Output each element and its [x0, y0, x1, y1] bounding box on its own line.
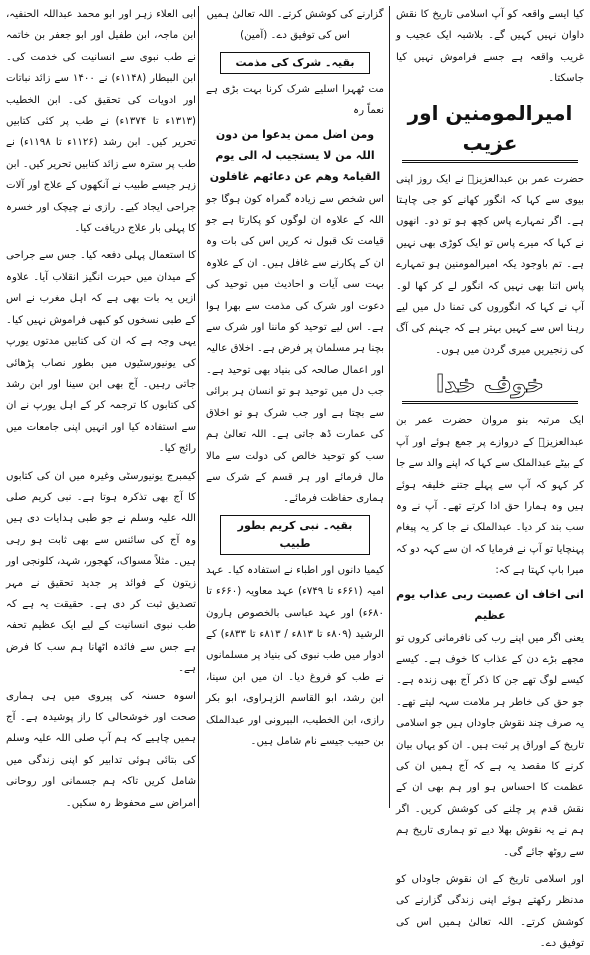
article-paragraph: اسوہ حسنہ کی پیروی میں ہی ہماری صحت اور خوشحالی کا راز پوشیدہ ہے۔ آج ہمیں چاہیے کہ ہم آپ صلی اللہ علیہ وسلم کی بتائی ہوئی تدابیر کو اپنی زندگی میں شامل کریں تاکہ ہم جسمانی اور روحانی امراض سے محفوظ رہ سکیں۔ [6, 690, 196, 809]
top-text: گزارنے کی کوشش کرتے۔ اللہ تعالیٰ ہمیں اس کی توفیق دے۔ (آمین) [206, 9, 384, 42]
intro-text: کیا ایسے واقعہ کو آپ اسلامی تاریخ کا نقش داوان نہیں کہیں گے۔ بلاشبہ ایک عجیب و غریب واقعہ ہے جسے فراموش نہیں کیا جاسکتا۔ [396, 9, 584, 85]
article-paragraph: حضرت عمر بن عبدالعزیزؒ نے ایک روز اپنی بیوی سے کہا کہ انگور کھانے کو جی چاہتا ہے۔ اگر تمہارے پاس کچھ ہو تو دو۔ انھوں نے کہا کہ میرے پاس تو ایک کوڑی بھی نہیں ہے۔ تم باوجود یکہ امیرالمومنین ہو تمہارے پاس اتنا بھی نہیں کہ انگور لے کر کھا لو۔ آپ نے کہا کہ انگوروں کی تمنا دل میں لیے رہنا اس سے کہیں بہتر ہے کہ جہنم کی آگ کی زنجیریں میری گردن میں ہوں۔ [396, 173, 584, 356]
middle-column [206, 4, 384, 808]
article-paragraph: کیمیا دانوں اور اطباء نے استفادہ کیا۔ عہد امیہ (۶۶۱ء تا ۷۴۹ء) عہد معاویہ (۶۶۰ء تا ۶۸۰ء) اور عہد عباسی بالخصوص ہارون الرشید (۸۰۹ء تا ۸۱۳ء / ۸۱۳ء تا ۸۳۳ء) کے ادوار میں طب نبوی کی بنیاد پر مسلمانوں نے طب کو فروغ دیا۔ ان میں ابن سینا، ابن رشد، ابو القاسم الزہراوی، ابو بکر رازی، ابن الخطیب، البیرونی اور عبدالملک بن حبیب جیسے نام شامل ہیں۔ [206, 564, 385, 747]
column-divider [389, 6, 390, 808]
section-title-box: بقیہ۔ نبی کریم بطور طبیب [220, 515, 370, 555]
article-closing: اور اسلامی تاریخ کے ان نقوش جاوداں کو مدنظر رکھتے ہوئے اپنی زندگی گزارنے کی کوشش کرتے۔ اللہ تعالیٰ ہمیں اس کی توفیق دے۔ [396, 874, 584, 950]
left-column [6, 4, 196, 808]
article-paragraph: ابی العلاء زہر اور ابو محمد عبداللہ الحنفیہ، ابن ماجہ، ابن طفیل اور ابو جعفر بن خاتمہ نے طب نبوی سے انسانیت کی خدمت کی۔ ابن البیطار (۱۱۴۸ء) نے ۱۴۰۰ سے زائد نباتات اور ادویات کی تحقیق کی۔ ابن الخطیب (۱۳۱۳ء تا ۱۳۷۴ء) نے طب پر کئی کتابیں تحریر کیں۔ ابن رشد (۱۱۲۶ء تا ۱۱۹۸ء) نے طب پر سترہ سے زائد کتابیں تحریر کیں۔ ابن زہر جیسے طبیب نے آنکھوں کے علاج اور آلات جراحی ایجاد کیے۔ رازی نے چیچک اور خسرہ کا پہلی بار علاج دریافت کیا۔ [6, 9, 197, 235]
article-paragraph: کا استعمال پہلی دفعہ کیا۔ جس سے جراحی کے میدان میں حیرت انگیز انقلاب آیا۔ علاوہ ازیں یہ بات بھی ہے کہ اہل مغرب نے اس کے طبی نسخوں کو کبھی فراموش نہیں کیا۔ یہی وجہ ہے کہ ان کی کتابیں مدتوں یورپ کی یونیورسٹیوں میں بطور نصاب پڑھائی جاتی رہیں۔ آج بھی ابن سینا اور ابن رشد کی کتابوں کا ترجمہ کر کے اہل یورپ نے ان سے استفادہ کیا اور انہیں اپنی جامعات میں رائج کیا۔ [6, 250, 196, 455]
article-paragraph: کیمبرج یونیورسٹی وغیرہ میں ان کی کتابوں کا آج بھی تذکرہ ہوتا ہے۔ نبی کریم صلی اللہ علیہ وسلم نے جو طبی ہدایات دی ہیں وہ آج کی سائنس سے بھی ثابت ہو رہی ہیں۔ مثلاً مسواک، کھجور، شہد، کلونجی اور زیتون کے فوائد پر جدید تحقیق نے مہر تصدیق ثبت کر دی ہے۔ حقیقت یہ ہے کہ طب نبوی انسانیت کے لیے ایک عظیم تحفہ ہے جس سے فائدہ اٹھانا ہم سب کا فرض ہے۔ [6, 470, 196, 675]
article-paragraph: اس شخص سے زیادہ گمراہ کون ہوگا جو اللہ کے علاوہ ان لوگوں کو پکارتا ہے جو قیامت تک قبول نہ کریں اس کی بات وہ ان کے پکارنے سے غافل ہیں۔ ان کے علاوہ بہت سی آیات و احادیث میں توحید کی دعوت اور شرک کی مذمت سے بھرا ہوا ہے۔ اس لیے توحید کو ماننا اور شرک سے بچنا ہر مسلمان پر فرض ہے۔ اخلاق عالیہ اور اعمال صالحہ کی بنیاد بھی توحید ہے۔ جب دل میں توحید ہو تو انسان ہر برائی سے بچتا ہے اور جب شرک ہو تو اخلاق کی عمارت ڈھ جاتی ہے۔ اللہ تعالیٰ ہم سب کو توحید خالص کی دولت سے مالا مال فرمائے اور ہر قسم کے شرک سے ہماری حفاظت فرمائے۔ [206, 193, 384, 505]
quranic-quote: انی اخاف ان عصیت ربی عذاب یوم عظیم [396, 587, 584, 622]
section-title-box: بقیہ۔ شرک کی مذمت [220, 52, 370, 74]
quranic-quote: ومن اضل ممن یدعوا من دون اللہ من لا یستجیب لہ الی یوم القیامۃ وھم عن دعائھم غافلون [209, 127, 381, 183]
column-divider [198, 6, 199, 808]
article-paragraph: ایک مرتبہ بنو مروان حضرت عمر بن عبدالعزیزؒ کے دروازے پر جمع ہوئے اور آپ کے بیٹے عبدالملک سے کہا کہ اپنے والد سے جا کر کہو کہ آپ سے پہلے جتنے خلیفہ ہوئے ہیں وہ ہمارا حق ادا کرتے تھے۔ آپ نے وہ سب بند کر دیا۔ عبدالملک نے جا کر یہ پیغام پہنچایا تو آپ نے فرمایا کہ ان سے کہہ دو کہ میرا باپ کہتا ہے کہ: [396, 415, 584, 577]
article-paragraph: یعنی اگر میں اپنے رب کی نافرمانی کروں تو مجھے بڑے دن کے عذاب کا خوف ہے۔ کیسے کیسے لوگ تھے جن کا ذکر آج بھی زندہ ہے۔ جو حق کی خاطر ہر ملامت سہہ لیتے تھے۔ یہ صرف چند نقوش جاوداں ہیں جو اسلامی تاریخ کے اوراق پر ثبت ہیں۔ ان کو یہاں بیان کرنے کا مقصد یہ ہے کہ آج ہمیں ان کی عظمت کا احساس ہو اور ہم بھی ان کے نقش قدم پر چلنے کی کوشش کریں۔ اگر ہم نے یہ نقوش بھلا دیے تو ہماری تاریخ ہم سے روٹھ جائے گی۔ [396, 632, 584, 858]
section-intro: مت ٹھہرا اسلیے شرک کرنا بہت بڑی ہے نعماً رہ [206, 83, 384, 117]
article-heading: خوف خدا [402, 369, 578, 404]
article-heading: امیرالمومنین اور عزیب [402, 98, 578, 163]
right-column [396, 4, 584, 950]
